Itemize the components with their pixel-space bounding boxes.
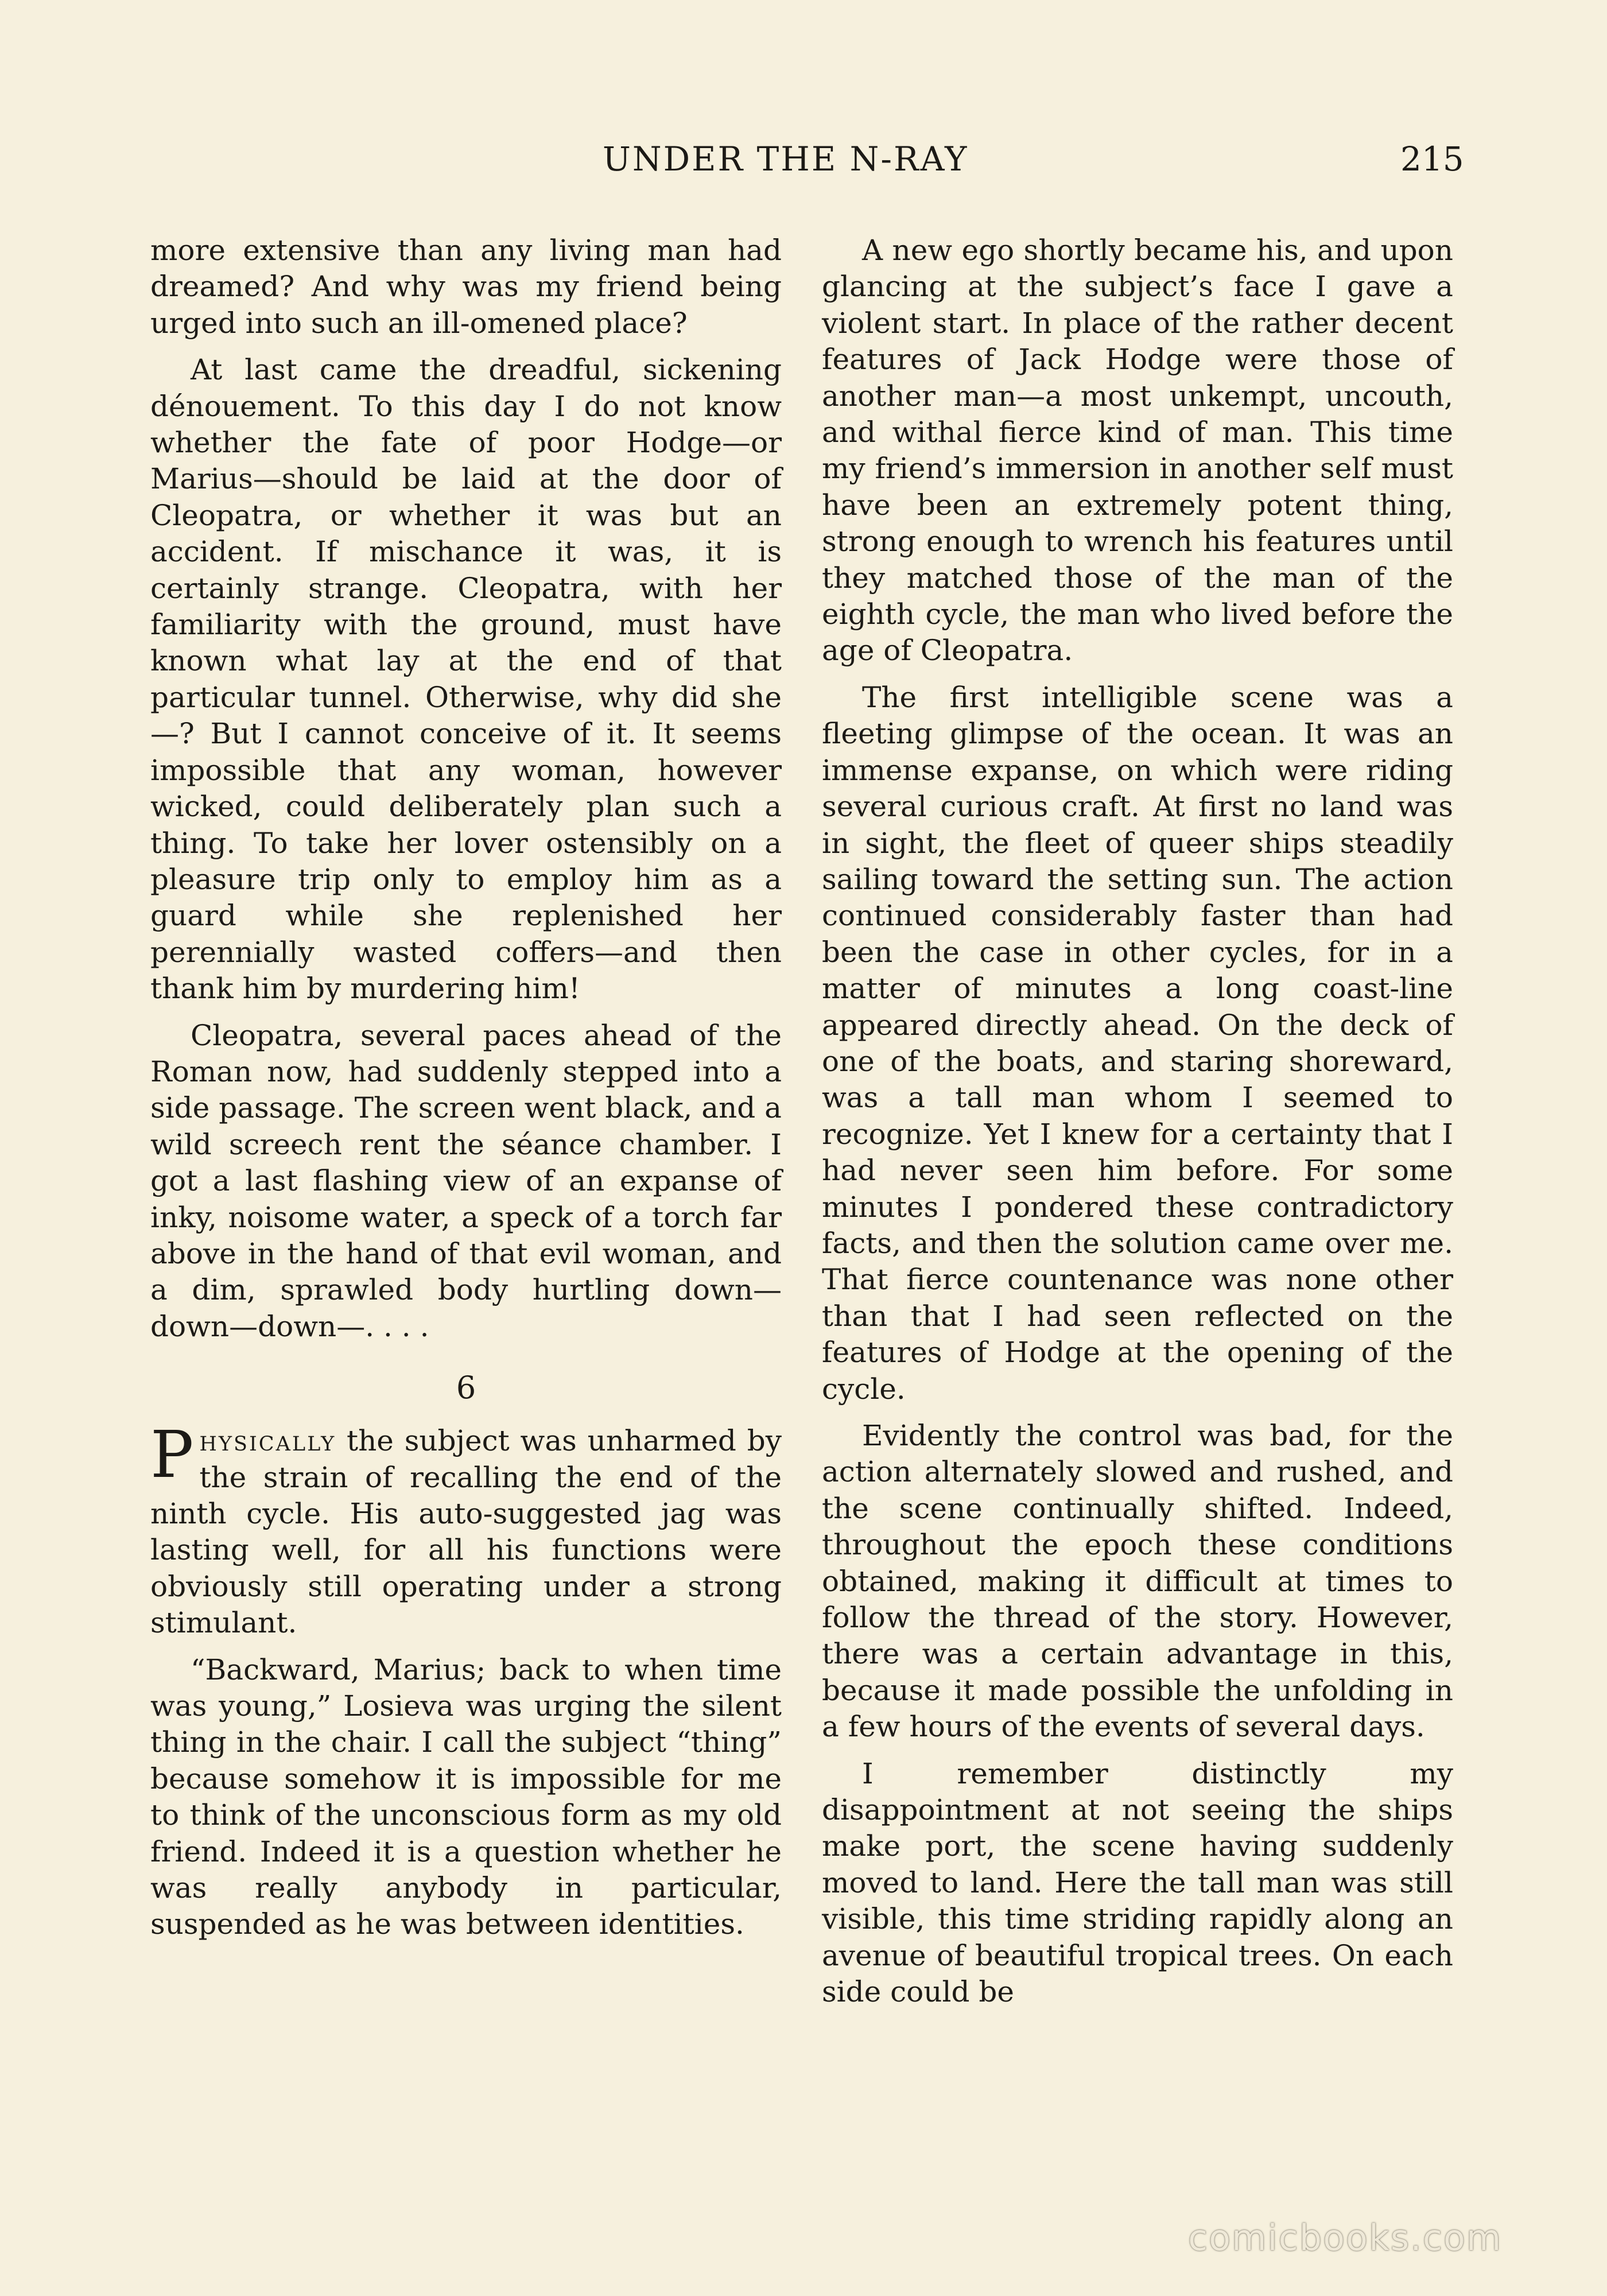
paragraph: The first intelligible scene was a fleeting glimpse of the ocean. It was an immense expanse, on which were riding several curious craft. At first no land was in sight, the fleet of queer ships steadily sailing toward the setting sun. The action continued considerably faster than had been the case in other cycles, for in a matter of minutes a long coast-line appeared directly ahead. On the deck of one of the boats, and staring shoreward, was a tall man whom I seemed to recognize. Yet I knew for a certainty that I had never seen him before. For some minutes I pondered these contradictory facts, and then the solution came over me. That fierce countenance was none other than that I had seen reflected on the features of Hodge at the opening of the cycle. (822, 680, 1453, 1406)
section-number: 6 (456, 1370, 476, 1406)
drop-cap: P (150, 1418, 194, 1493)
right-column (822, 232, 1453, 2011)
paragraph: A new ego shortly became his, and upon glancing at the subject’s face I gave a violent start. In place of the rather decent features of Jack Hodge were those of another man—a most unkempt, uncouth, and withal fierce kind of man. This time my friend’s immersion in another self must have been an extremely potent thing, strong enough to wrench his features until they matched those of the man of the eighth cycle, the man who lived before the age of Cleopatra. (822, 234, 1453, 668)
paragraph-with-dropcap (150, 1418, 782, 1641)
paragraph: “Backward, Marius; back to when time was young,” Losieva was urging the silent thing in the chair. I call the subject “thing” because somehow it is impossible for me to think of the unconscious form as my old friend. Indeed it is a question whether he was really anybody in particular, suspended as he was between identities. (150, 1653, 782, 1941)
left-column (150, 232, 782, 1943)
small-caps-lead: hysically (199, 1424, 336, 1458)
paragraph: more extensive than any living man had dreamed? And why was my friend being urged into such an ill-omened place? (150, 234, 782, 340)
paragraph: Evidently the control was bad, for the action alternately slowed and rushed, and the scene continually shifted. Indeed, throughout the epoch these conditions obtained, making it difficult at times to follow the thread of the story. However, there was a certain advantage in this, because it made possible the unfolding in a few hours of the events of several days. (822, 1419, 1453, 1744)
paragraph: At last came the dreadful, sickening dénouement. To this day I do not know whether the fate of poor Hodge—or Marius—should be laid at the door of Cleopatra, or whether it was but an accident. If mischance it was, it is certainly strange. Cleopatra, with her familiarity with the ground, must have known what lay at the end of that particular tunnel. Otherwise, why did she—? But I cannot conceive of it. It seems impossible that any woman, however wicked, could deliberately plan such a thing. To take her lover ostensibly on a pleasure trip only to employ him as a guard while she replenished her perennially wasted coffers—and then thank him by murdering him! (150, 353, 782, 1006)
site-watermark: comicbooks.com (1188, 2217, 1503, 2259)
paragraph-text: the subject was unharmed by the strain of recalling the end of the ninth cycle. His auto-suggested jag was lasting well, for all his functions were obviously still operating under a strong stimulant. (150, 1424, 782, 1640)
paragraph: Cleopatra, several paces ahead of the Roman now, had suddenly stepped into a side passage. The screen went black, and a wild screech rent the séance chamber. I got a last flashing view of an expanse of inky, noisome water, a speck of a torch far above in the hand of that evil woman, and a dim, sprawled body hurtling down—down—down—. . . . (150, 1018, 782, 1343)
running-title: UNDER THE N-RAY (603, 139, 969, 179)
paragraph: I remember distinctly my disappointment at not seeing the ships make port, the scene having suddenly moved to land. Here the tall man was still visible, this time striding rapidly along an avenue of beautiful tropical trees. On each side could be (822, 1756, 1453, 2009)
page-number: 215 (1400, 139, 1464, 179)
